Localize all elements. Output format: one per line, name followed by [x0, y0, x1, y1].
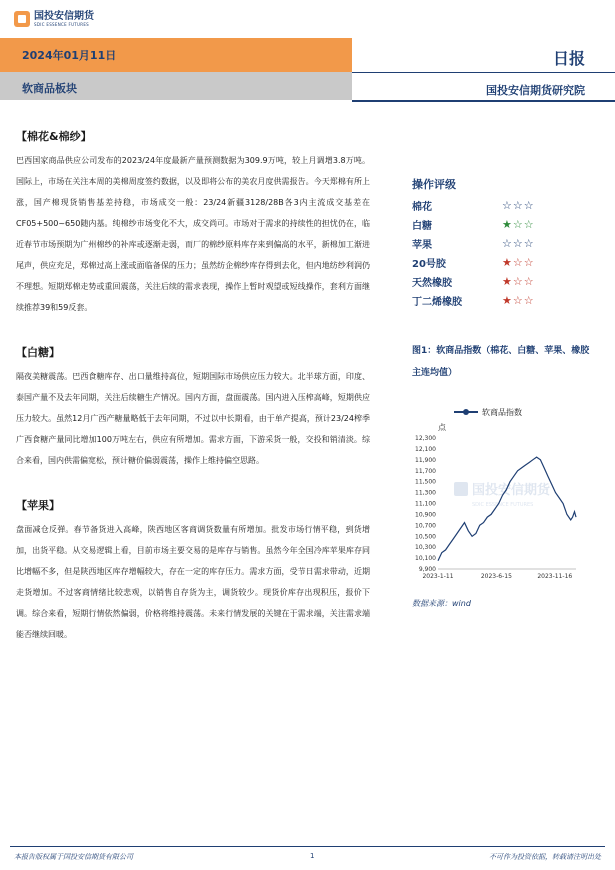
company-logo	[14, 8, 94, 30]
header-divider-bottom	[352, 100, 615, 102]
footer-divider	[10, 846, 605, 847]
rating-stars: ★☆☆	[502, 294, 535, 307]
rating-stars: ☆☆☆	[502, 237, 535, 250]
x-tick-label: 2023-11-16	[537, 573, 573, 580]
rating-row	[412, 196, 612, 215]
legend-marker	[463, 409, 469, 415]
section-text-apple: 盘面减仓反弹。春节备货进入高峰，陕西地区客商调货数量有所增加。批发市场行情平稳，到货增加，出货平稳。从交易逻辑上看，目前市场主要交易的是库存与销售。虽然今年全国冷库苹果库存同比增幅不多，但是陕西地区库存增幅较大，存在一定的库存压力。需求方面，受节日需求带动，近期走货增加。不过客商情绪比较悲观，以销售自存货为主，调货较少。现货价库存出现积压，报价下调。综合来看，短期行情依然偏弱，价格将维持震荡。未来行情发展的关键在于需求端，关注需求端能否继续回暖。	[16, 525, 370, 639]
data-source: 数据来源：wind	[412, 599, 471, 608]
watermark-subtext: SDIC ESSENCE FUTURES	[472, 502, 534, 508]
rating-name: 天然橡胶	[412, 278, 452, 289]
unit-label: 点	[438, 423, 446, 432]
y-tick-label: 10,900	[415, 511, 436, 519]
rating-name: 棉花	[412, 202, 432, 213]
section-text-sugar: 隔夜美糖震荡。巴西食糖库存、出口量维持高位，短期国际市场供应压力较大。北半球方面，印度、泰国产量不及去年同期，关注后续糖生产情况。国内方面，盘面震荡。国内进入压榨高峰，短期供应压力较大。虽然12月广西产糖量略低于去年同期，不过以中长期看，由于单产提高，预计23/24榨季广西食糖产量同比增加100万吨左右，供应有所增加。需求方面，下游采货一般，交投和销清淡。综合来看，国内供需偏宽松，预计糖价偏弱震荡，操作上维持偏空思路。	[16, 372, 370, 465]
rating-panel	[412, 176, 612, 310]
series-line-soft-commodity-index	[438, 457, 576, 561]
report-section: 软商品板块	[22, 82, 77, 95]
chart-svg	[408, 398, 588, 588]
rating-title: 操作评级	[412, 178, 456, 191]
logo-mark-icon	[14, 11, 30, 27]
rating-stars: ☆☆☆	[502, 199, 535, 212]
y-tick-label: 9,900	[418, 566, 436, 573]
section-title-cotton: 【棉花&棉纱】	[16, 130, 92, 143]
rating-row	[412, 215, 612, 234]
section-title-apple: 【苹果】	[16, 499, 60, 512]
y-tick-label: 11,100	[415, 500, 436, 508]
page-number: 1	[310, 852, 315, 860]
header-divider-top	[352, 72, 615, 73]
y-tick-label: 10,700	[415, 522, 436, 530]
y-tick-label: 12,100	[415, 445, 436, 453]
rating-name: 丁二烯橡胶	[412, 297, 462, 308]
rating-name: 苹果	[412, 240, 432, 251]
figure-title: 图1：软商品指数（棉花、白糖、苹果、橡胶主连均值）	[412, 346, 590, 378]
rating-stars: ★☆☆	[502, 218, 535, 231]
rating-name: 20号胶	[412, 259, 446, 270]
y-tick-label: 10,500	[415, 533, 436, 541]
x-tick-label: 2023-1-11	[422, 573, 454, 580]
rating-name: 白糖	[412, 221, 432, 232]
report-date: 2024年01月11日	[22, 49, 117, 62]
chart-legend	[454, 407, 522, 417]
rating-stars: ★☆☆	[502, 275, 535, 288]
logo-text: 国投安信期货	[34, 10, 94, 22]
section-title-sugar: 【白糖】	[16, 346, 60, 359]
x-tick-label: 2023-6-15	[480, 573, 512, 580]
institute-name: 国投安信期货研究院	[486, 84, 585, 97]
y-tick-label: 11,500	[415, 478, 436, 486]
soft-commodity-index-chart	[408, 398, 588, 588]
y-tick-label: 11,300	[415, 489, 436, 497]
legend-label: 软商品指数	[482, 408, 522, 417]
rating-row	[412, 291, 612, 310]
footer-disclaimer: 不可作为投资依据，转载请注明出处	[489, 853, 601, 861]
main-content	[16, 122, 370, 645]
y-tick-label: 11,900	[415, 456, 436, 464]
rating-row	[412, 234, 612, 253]
watermark-text: 国投安信期货	[472, 483, 551, 498]
rating-row	[412, 253, 612, 272]
y-tick-label: 11,700	[415, 467, 436, 475]
y-tick-label: 10,100	[415, 555, 436, 563]
y-tick-label: 12,300	[415, 435, 436, 442]
rating-row	[412, 272, 612, 291]
report-type: 日报	[552, 49, 585, 68]
y-tick-label: 10,300	[415, 544, 436, 552]
logo-subtext: SDIC ESSENCE FUTURES	[34, 21, 90, 27]
footer-copyright: 本报告版权属于国投安信期货有限公司	[14, 853, 133, 861]
section-text-cotton: 巴西国家商品供应公司发布的2023/24年度最新产量预测数据为309.9万吨，较上月调增3.8万吨。国际上，市场在关注本周的美棉周度签约数据，以及即将公布的美农月度供需报告。今天郑棉有所上涨，国产棉现货销售基差持稳，市场成交一般：23/24新疆3128/28B各3内主流成交基差在CF05+500~650随内基。纯棉纱市场变化不大，成交尚可。市场对于需求的持续性的担忧仍在，临近春节市场预期为广州棉纱的补库或逐渐走弱，而厂的棉纱原料库存来到偏高的水平，新棉加工渐进尾声，供应充足，郑棉过高上涨或面临备保的压力；虽然纺企棉纱库存得到去化，但内地纺纱利润仍不理想。短期郑棉走势或重回震荡，关注后续的需求表现，操作上暂时观望或短线操作，套利方面继续推荐39和59反套。	[16, 156, 370, 312]
rating-stars: ★☆☆	[502, 256, 535, 269]
